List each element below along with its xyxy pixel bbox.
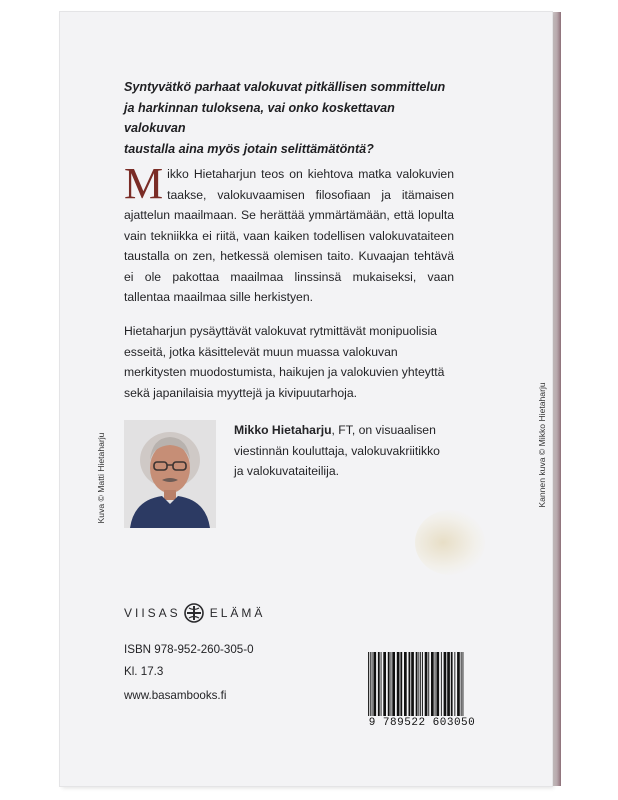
barcode-digits: 9 789522 603050 bbox=[368, 717, 476, 729]
photo-credit-text: Kuva © Matti Hietaharju bbox=[96, 432, 106, 523]
cover-credit bbox=[536, 370, 548, 520]
barcode-bar bbox=[391, 652, 392, 716]
intro-line: ja harkinnan tuloksena, vai onko koskettavan valokuvan bbox=[124, 100, 395, 135]
publisher-logo bbox=[124, 603, 265, 623]
cover-credit-text: Kannen kuva © Mikko Hietaharju bbox=[537, 382, 547, 508]
barcode-bar bbox=[461, 652, 462, 716]
barcode-bar bbox=[383, 652, 386, 716]
book-spine bbox=[551, 12, 561, 786]
barcode-bar bbox=[400, 652, 402, 716]
barcode-bar bbox=[428, 652, 429, 716]
barcode-bar bbox=[409, 652, 411, 716]
barcode-bar bbox=[372, 652, 373, 716]
author-portrait bbox=[124, 420, 216, 528]
author-bio bbox=[234, 420, 444, 482]
barcode-bar bbox=[444, 652, 447, 716]
barcode-bar bbox=[447, 652, 450, 716]
barcode-bar bbox=[454, 652, 455, 716]
author-name: Mikko Hietaharju bbox=[234, 423, 332, 437]
barcode-bar bbox=[388, 652, 390, 716]
description-text-1: ikko Hietaharjun teos on kiehtova matka valokuvien taakse, valokuvaamisen filosofiaan ja itämaisen ajattelun maailmaan. Se herättää ymmärtämään, että lopulta vain tekniikka ei riitä, vaan kaiken todellisen valokuvataiteen taustalla on zen, hetkessä olemisen taito. Kuvaajan tehtävä ei ole pakottaa maailmaa linssinsä mukaiseksi, vaan tallentaa maailmaa sille herkistyen. bbox=[124, 167, 454, 304]
publisher-name-right: ELÄMÄ bbox=[209, 606, 266, 620]
barcode-bar bbox=[422, 652, 423, 716]
drop-cap: M bbox=[124, 159, 164, 208]
barcode-bar bbox=[420, 652, 421, 716]
barcode-bar bbox=[373, 652, 376, 716]
barcode-bar bbox=[451, 652, 453, 716]
intro-line: Syntyvätkö parhaat valokuvat pitkällisen sommittelun bbox=[124, 80, 446, 94]
barcode-bar bbox=[418, 652, 419, 716]
description-paragraph-2: Hietaharjun pysäyttävät valokuvat rytmittävät monipuolisia esseitä, jotka käsittelevät muun muassa valokuvan merkitysten muodostumista, haikujen ja valokuvien yhteyttä sekä japanilaisia myyttejä ja kivipuutarhoja. bbox=[124, 324, 445, 400]
barcode-bar bbox=[436, 652, 439, 716]
publisher-name-left: VIISAS bbox=[124, 606, 181, 620]
barcode-bar bbox=[425, 652, 428, 716]
cover-stain bbox=[415, 510, 485, 575]
isbn: ISBN 978-952-260-305-0 bbox=[124, 643, 254, 656]
barcode-bar bbox=[463, 652, 464, 716]
classification: Kl. 17.3 bbox=[124, 665, 164, 678]
description-paragraph-1 bbox=[124, 159, 454, 308]
intro-question bbox=[124, 77, 454, 159]
barcode-bar bbox=[404, 652, 407, 716]
barcode-bar bbox=[381, 652, 382, 716]
photo-credit bbox=[96, 425, 106, 530]
website-link[interactable]: www.basambooks.fi bbox=[124, 689, 227, 702]
barcode-bar bbox=[370, 652, 371, 716]
barcode-bar bbox=[378, 652, 380, 716]
barcode-bar bbox=[416, 652, 418, 716]
barcode-bar bbox=[435, 652, 436, 716]
barcode-bar bbox=[457, 652, 460, 716]
barcode-bar bbox=[411, 652, 414, 716]
barcode-bar bbox=[441, 652, 442, 716]
barcode-bar bbox=[392, 652, 395, 716]
barcode bbox=[366, 652, 478, 716]
intro-line: taustalla aina myös jotain selittämätöntä? bbox=[124, 141, 374, 156]
barcode-bar bbox=[397, 652, 400, 716]
author-bio-text: , FT, on visuaalisen viestinnän kouluttaja, valokuvakriitikko ja valokuvataiteilija. bbox=[234, 423, 440, 478]
barcode-bar bbox=[431, 652, 434, 716]
barcode-bar bbox=[368, 652, 369, 716]
publisher-emblem-icon bbox=[184, 603, 204, 623]
